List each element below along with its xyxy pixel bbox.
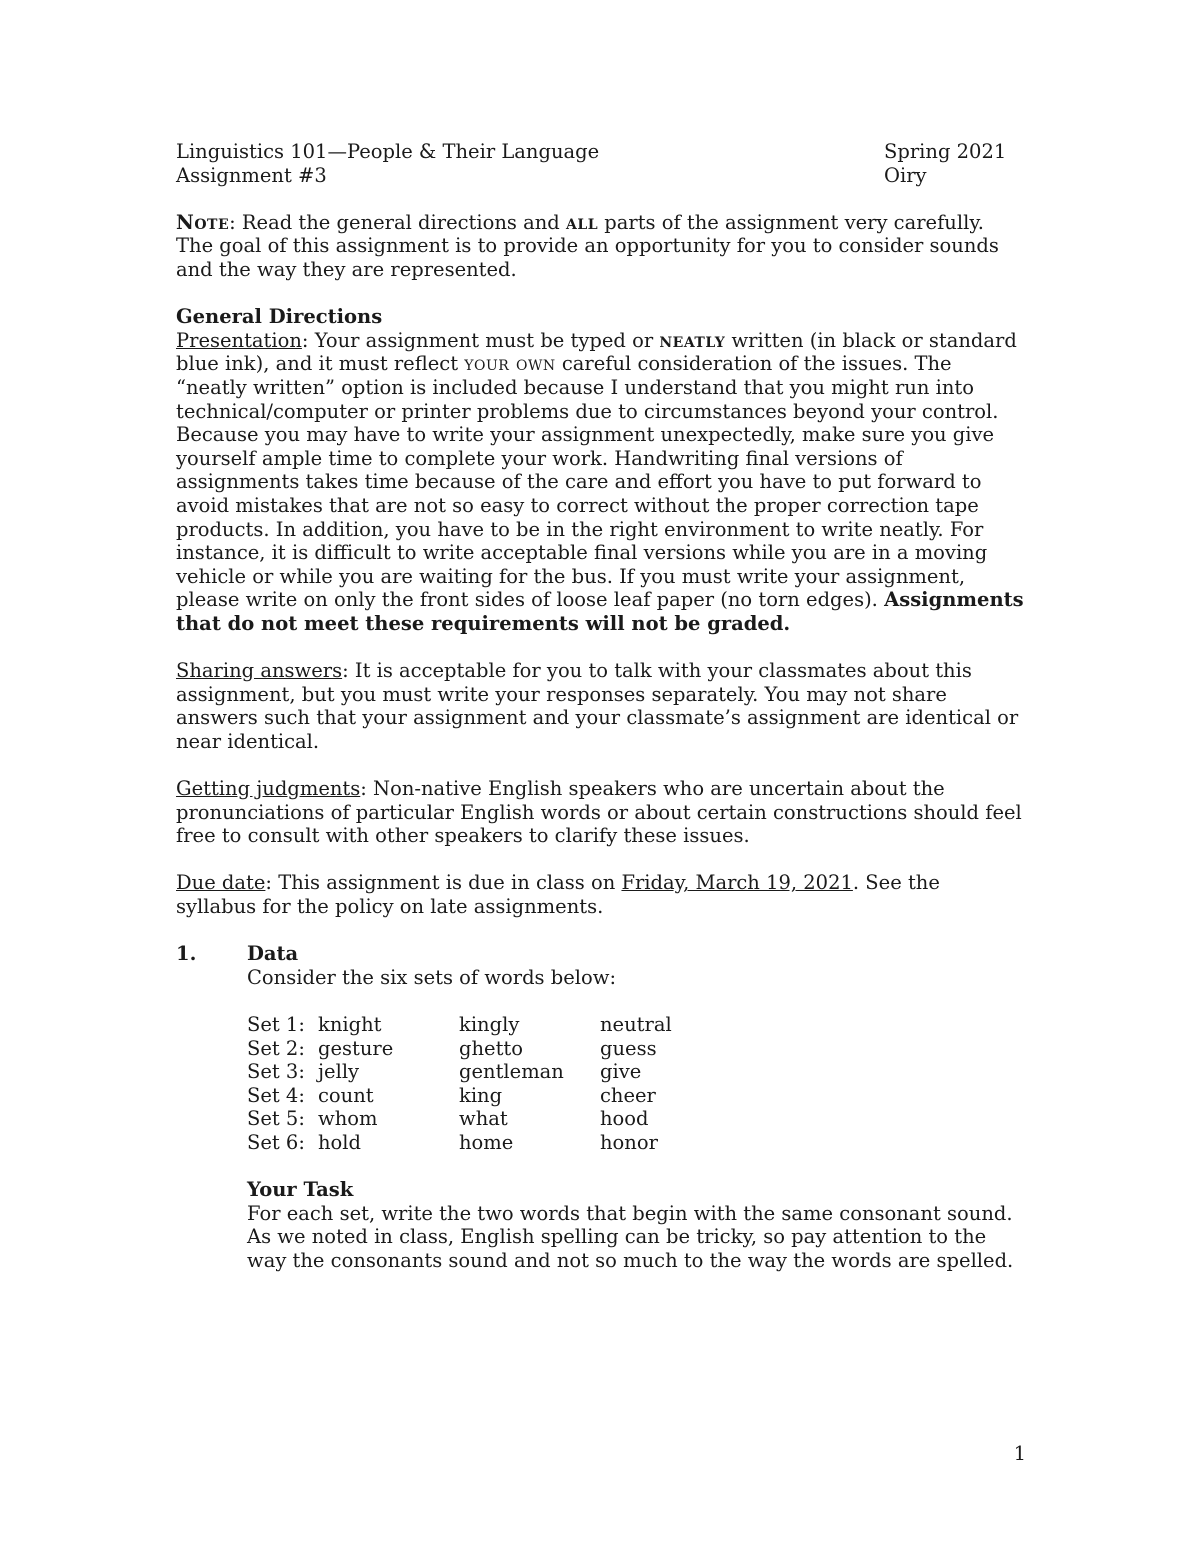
set-word: jelly (318, 1060, 360, 1084)
presentation-text-3: careful consideration of the issues. The “neatly written” option is included because I understand that you might run into technical/computer or printer problems due to circumstances beyond your control. Because you may have to write your assignment unexpectedly, make sure you give yourself ample time to complete your work. Handwriting final versions of assignments takes time because of the care and effort you have to put forward to avoid mistakes that are not so easy to correct without the proper correction tape products. In addition, you have to be in the right environment to write neatly. For instance, it is difficult to write acceptable final versions while you are in a moving vehicle or while you are waiting for the bus. If you must write your assignment, please write on only the front sides of loose leaf paper (no torn edges). (176, 352, 999, 612)
note-text-a: : Read the general directions and (229, 210, 566, 234)
set-word: whom (318, 1107, 378, 1131)
set-word: kingly (459, 1012, 520, 1036)
judgments-label: Getting judgments (176, 777, 361, 801)
presentation-text-2: written (in black or standard blue ink), and it must reflect (176, 328, 1017, 376)
task-text: For each set, write the two words that begin with the same consonant sound. As we noted in class, English spelling can be tricky, so pay attention to the way the consonants sound and not so much to the way the words are spelled. (247, 1201, 1014, 1272)
set-word: give (600, 1060, 642, 1084)
set-word: hood (600, 1107, 649, 1131)
presentation-warning: Assignments that do not meet these requirements will not be graded. (176, 588, 1024, 635)
sharing-paragraph (176, 659, 1026, 753)
due-date-paragraph (176, 871, 1026, 918)
section-1-title: Data (247, 942, 299, 966)
set-word: hold (318, 1130, 362, 1154)
general-directions-heading: General Directions (176, 305, 383, 329)
table-row (247, 1084, 720, 1108)
section-1-body (247, 942, 1026, 1272)
header-row-2 (176, 164, 1026, 188)
section-1-intro: Consider the six sets of words below: (247, 965, 617, 989)
set-word: home (459, 1130, 514, 1154)
set-word: ghetto (459, 1036, 523, 1060)
page-content (176, 140, 1026, 1273)
header-row-1 (176, 140, 1026, 164)
due-date-value: Friday, March 19, 2021 (621, 871, 853, 895)
set-word: king (459, 1083, 503, 1107)
presentation-text-1: : Your assignment must be typed or (301, 328, 660, 352)
section-1 (176, 942, 1026, 1272)
set-label: Set 1: (247, 1012, 305, 1036)
set-word: neutral (600, 1012, 672, 1036)
set-label: Set 3: (247, 1060, 305, 1084)
table-row (247, 1060, 720, 1084)
due-date-text-1: : This assignment is due in class on (265, 871, 622, 895)
table-row (247, 1037, 720, 1061)
set-word: knight (318, 1012, 382, 1036)
judgments-paragraph (176, 777, 1026, 848)
instructor-name: Oiry (884, 163, 927, 187)
set-word: cheer (600, 1083, 656, 1107)
due-date-label: Due date (176, 871, 266, 895)
set-word: count (318, 1083, 374, 1107)
set-label: Set 4: (247, 1083, 305, 1107)
due-date-text-2: . See the syllabus for the policy on late assignments. (176, 871, 940, 918)
set-label: Set 2: (247, 1036, 305, 1060)
presentation-label: Presentation (176, 328, 302, 352)
presentation-your-own: your own (464, 352, 556, 376)
set-label: Set 5: (247, 1107, 305, 1131)
set-word: gentleman (459, 1060, 564, 1084)
assignment-title: Assignment #3 (176, 163, 327, 187)
presentation-neatly: neatly (659, 328, 726, 352)
table-row (247, 1131, 720, 1155)
set-word: what (459, 1107, 508, 1131)
note-paragraph (176, 211, 1026, 282)
note-text-b: parts of the assignment very carefully. The goal of this assignment is to provide an opportunity for you to consider sounds and the way they are represented. (176, 210, 999, 281)
set-word: honor (600, 1130, 658, 1154)
note-label: Note (176, 210, 230, 234)
page-number: 1 (1013, 1442, 1026, 1465)
word-sets-table (247, 1013, 720, 1155)
set-word: guess (600, 1036, 657, 1060)
judgments-text: : Non-native English speakers who are uncertain about the pronunciations of particular English words or about certain constructions should feel free to consult with other speakers to clarify these issues. (176, 777, 1022, 848)
sharing-text: : It is acceptable for you to talk with your classmates about this assignment, but you must write your responses separately. You may not share answers such that your assignment and your classmate’s assignment are identical or near identical. (176, 659, 1019, 753)
note-emph-all: all (566, 210, 599, 234)
set-word: gesture (318, 1036, 394, 1060)
section-1-number: 1. (176, 942, 197, 966)
sharing-label: Sharing answers (176, 659, 343, 683)
task-heading: Your Task (247, 1178, 354, 1202)
table-row (247, 1013, 720, 1037)
table-row (247, 1107, 720, 1131)
course-title: Linguistics 101—People & Their Language (176, 140, 600, 163)
term: Spring 2021 (884, 140, 1007, 163)
set-label: Set 6: (247, 1130, 305, 1154)
presentation-paragraph (176, 329, 1026, 636)
